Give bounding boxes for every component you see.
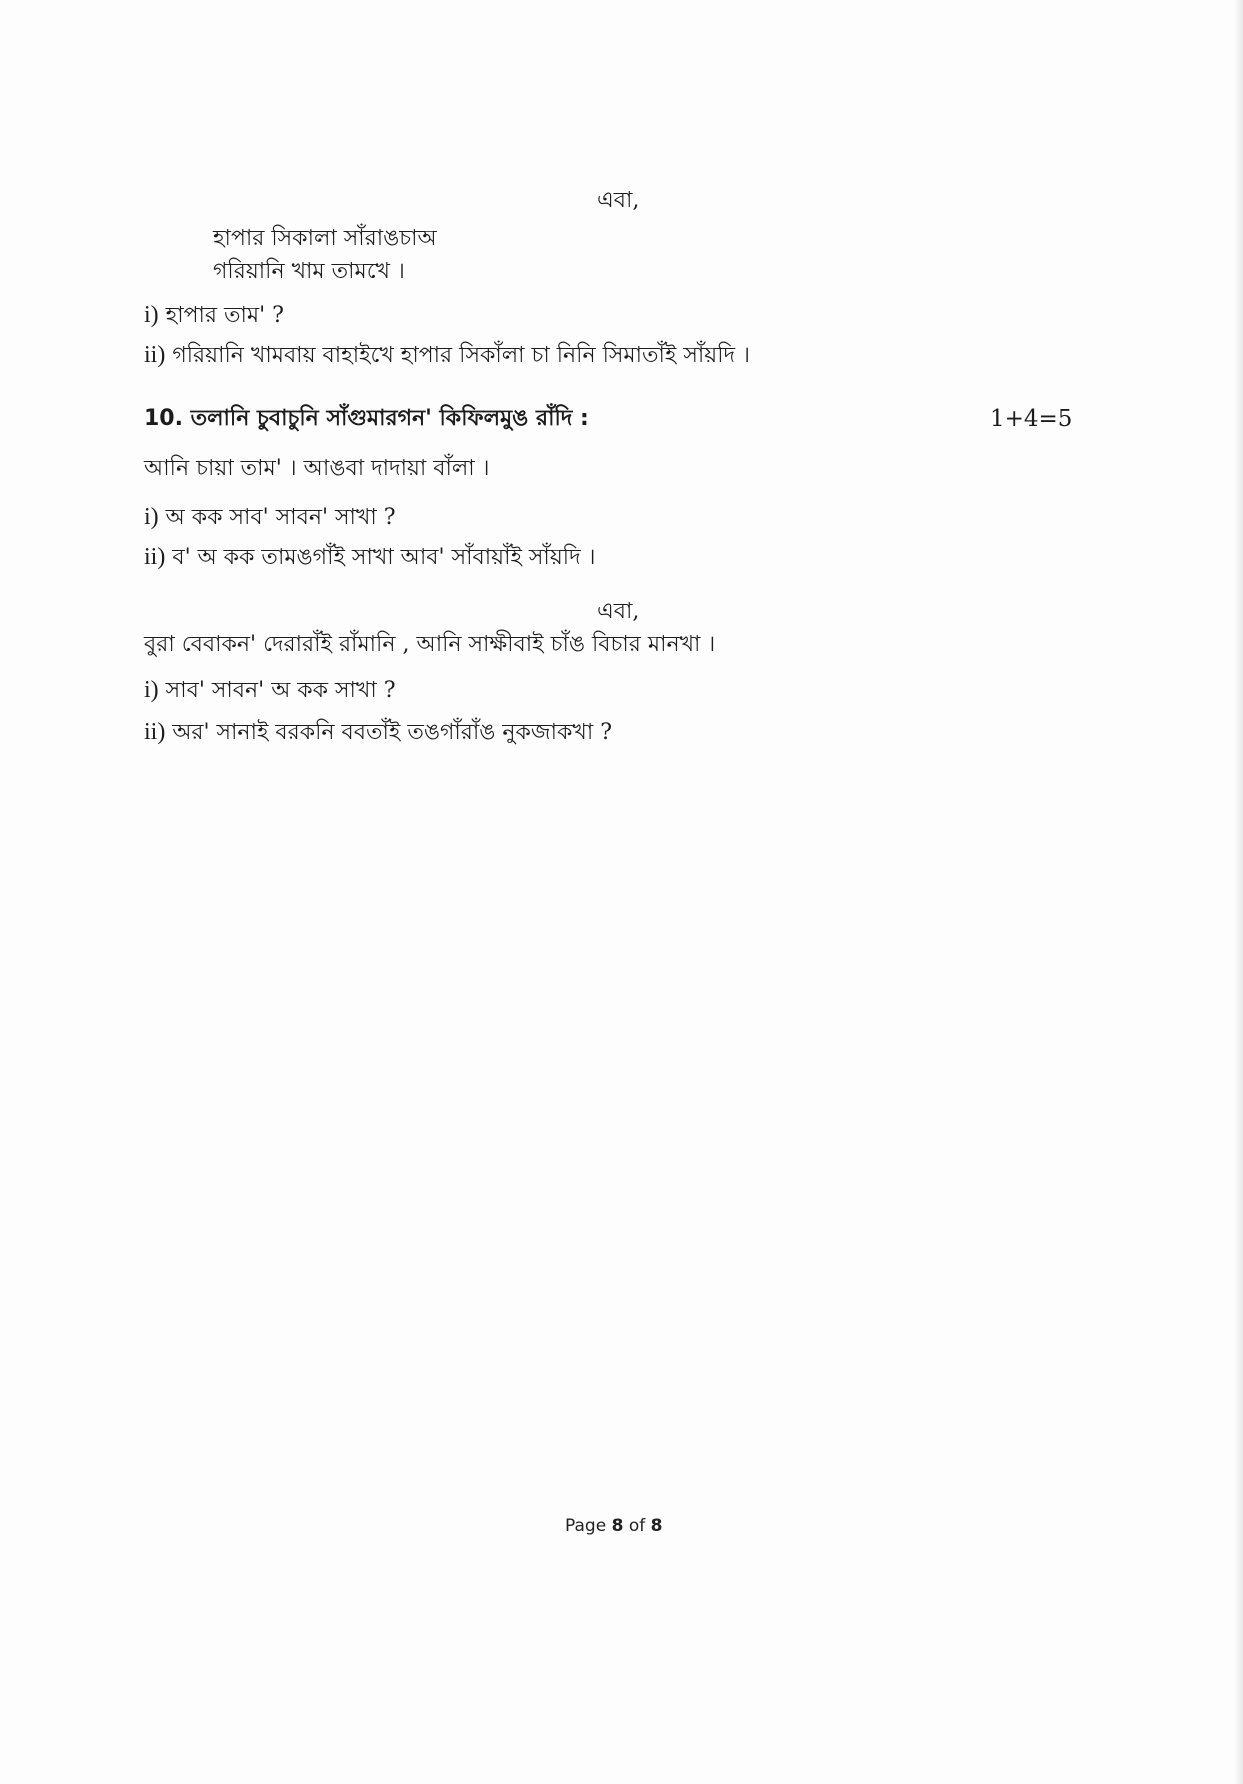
sub-question-number: i) bbox=[144, 677, 159, 703]
sub-question-number: ii) bbox=[144, 544, 166, 570]
passage-b: বুরা বেবাকন' দেরারাঁই রাঁমানি , আনি সাক্ষীবাই চাঁঙ বিচার মানখা । bbox=[144, 632, 716, 657]
sub-question-text: অ কক সাব' সাবন' সাখা ? bbox=[165, 505, 396, 530]
footer-page-word: Page bbox=[565, 1516, 607, 1536]
sub-question-text: অর' সানাই বরকনি ববতাঁই তঙগাঁরাঁঙ নুকজাকখা ? bbox=[172, 720, 612, 745]
q10a-sub-question-i bbox=[144, 503, 396, 532]
sub-question-number: ii) bbox=[144, 342, 166, 368]
question-marks: 1+4=5 bbox=[990, 406, 1073, 432]
sub-question-text: গরিয়ানি খামবায় বাহাইখে হাপার সিকাঁলা চা নিনি সিমাতাঁই সাঁয়দি । bbox=[172, 343, 750, 368]
question-10-heading: 10. তলানি চুবাচুনি সাঁগুমারগন' কিফিলমুঙ রাঁদি : bbox=[144, 406, 589, 431]
q10b-sub-question-ii bbox=[144, 718, 612, 747]
q10a-sub-question-ii bbox=[144, 543, 596, 572]
q10b-sub-question-i bbox=[144, 676, 396, 705]
page-footer bbox=[565, 1515, 662, 1537]
footer-page-number: 8 bbox=[611, 1516, 624, 1536]
page-edge-shadow bbox=[1233, 0, 1243, 1784]
footer-page-total: 8 bbox=[650, 1516, 663, 1536]
poem-line-2: গরিয়ানি খাম তামখে । bbox=[213, 259, 405, 284]
q9-sub-question-ii bbox=[144, 341, 750, 370]
sub-question-text: ব' অ কক তামঙগাঁই সাখা আব' সাঁবায়াঁই সাঁয়দি । bbox=[172, 545, 596, 570]
sub-question-text: হাপার তাম' ? bbox=[165, 303, 284, 328]
sub-question-text: সাব' সাবন' অ কক সাখা ? bbox=[165, 678, 396, 703]
q9-sub-question-i bbox=[144, 301, 284, 330]
sub-question-number: ii) bbox=[144, 719, 166, 745]
footer-of-word: of bbox=[628, 1516, 646, 1536]
or-label: এবা, bbox=[597, 188, 640, 213]
poem-line-1: হাপার সিকালা সাঁরাঙচাঅ bbox=[213, 226, 437, 251]
sub-question-number: i) bbox=[144, 302, 159, 328]
sub-question-number: i) bbox=[144, 504, 159, 530]
or-label: এবা, bbox=[597, 599, 640, 624]
passage-a: আনি চায়া তাম' । আঙবা দাদায়া বাঁলা । bbox=[144, 456, 490, 481]
